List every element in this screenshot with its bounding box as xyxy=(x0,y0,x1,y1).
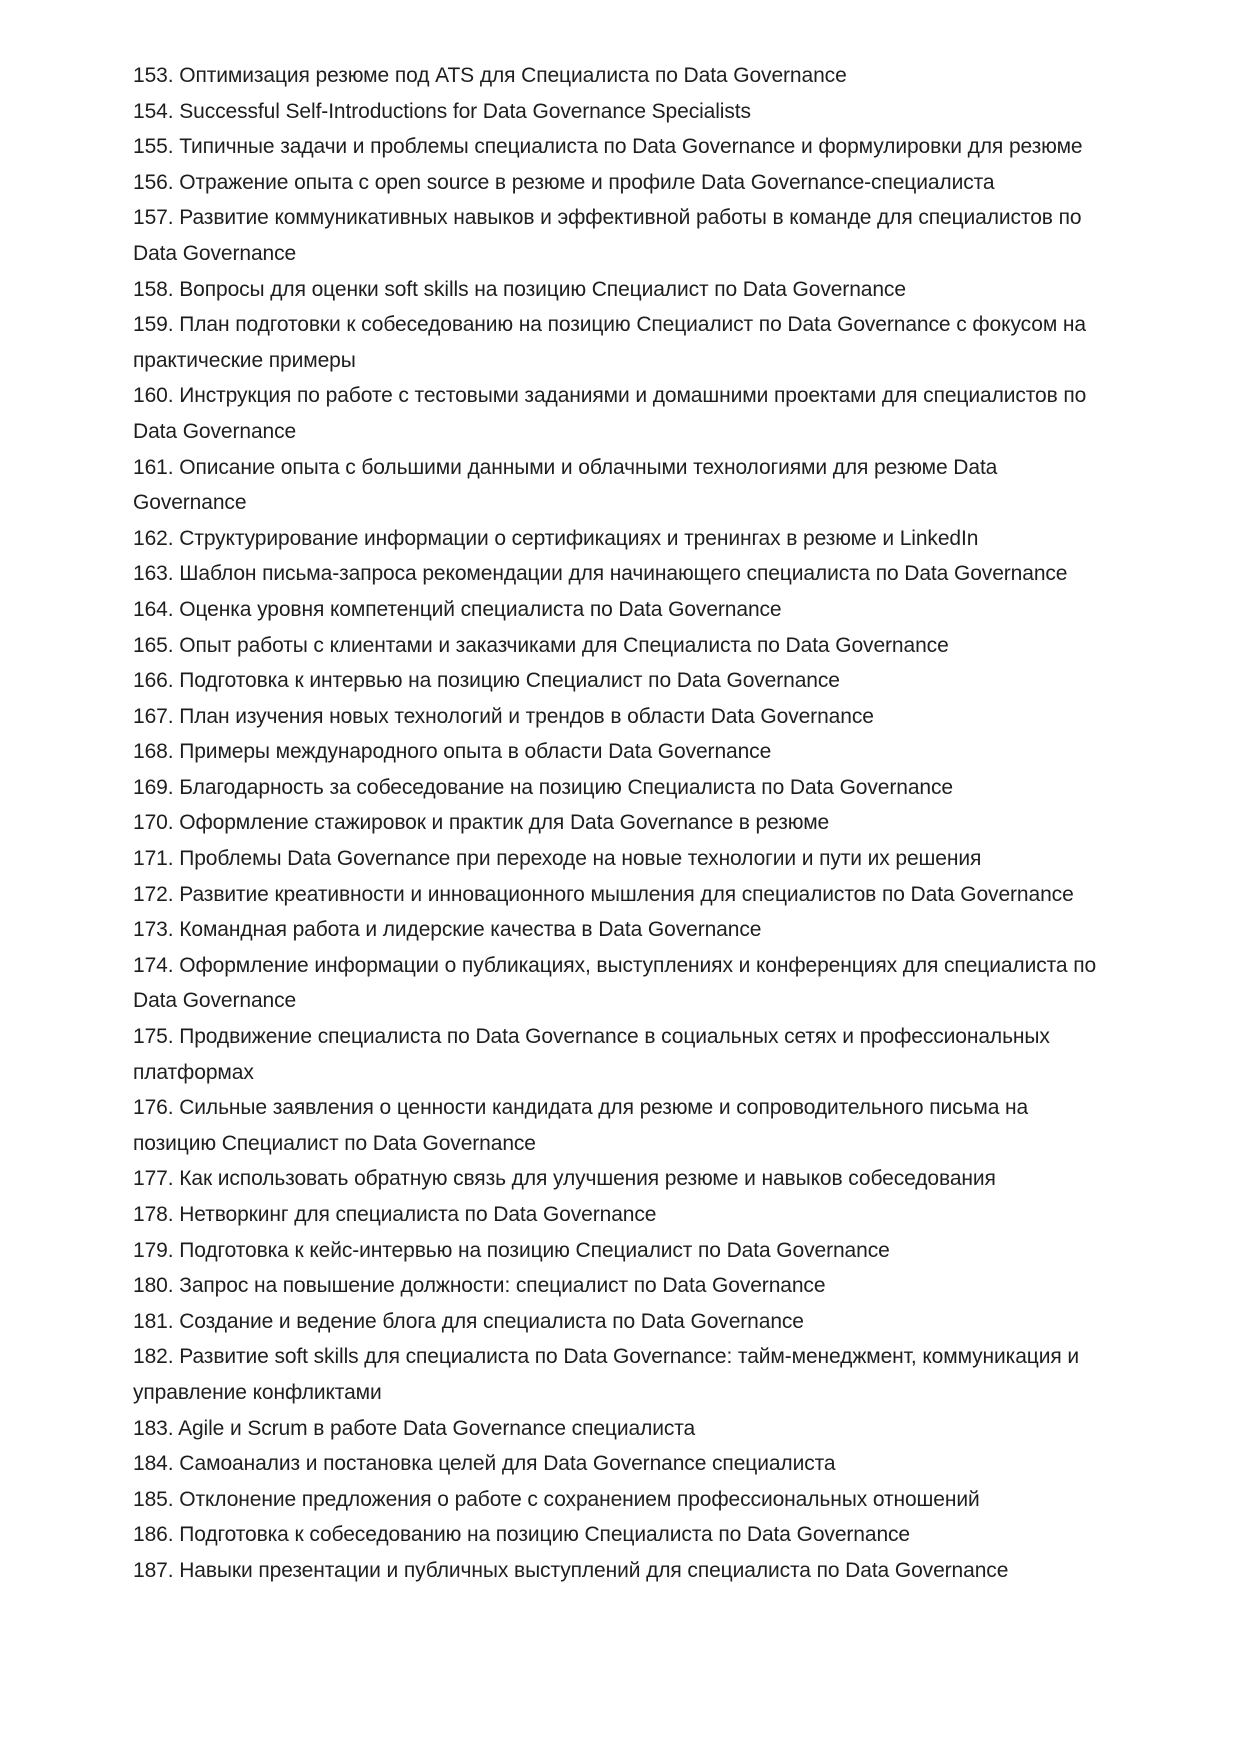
item-number: 165. xyxy=(133,633,174,657)
item-text: Оформление информации о публикациях, выступлениях и конференциях для специалиста по Data Governance xyxy=(133,953,1097,1013)
item-number: 179. xyxy=(133,1238,174,1262)
item-number: 185. xyxy=(133,1487,174,1511)
list-item xyxy=(133,592,1113,628)
item-text: Successful Self-Introductions for Data Governance Specialists xyxy=(179,99,751,123)
list-item xyxy=(133,1019,1113,1090)
item-text: Подготовка к кейс-интервью на позицию Специалист по Data Governance xyxy=(179,1238,890,1262)
list-item xyxy=(133,841,1113,877)
item-number: 162. xyxy=(133,526,174,550)
item-text: Нетворкинг для специалиста по Data Governance xyxy=(179,1203,657,1226)
list-item xyxy=(133,1090,1113,1161)
item-text: Сильные заявления о ценности кандидата для резюме и сопроводительного письма на позицию Специалист по Data Governance xyxy=(133,1096,1029,1155)
item-text: Структурирование информации о сертификациях и тренингах в резюме и LinkedIn xyxy=(179,526,979,550)
list-item xyxy=(133,912,1113,948)
list-item xyxy=(133,1446,1113,1482)
item-text: Проблемы Data Governance при переходе на новые технологии и пути их решения xyxy=(179,847,982,871)
item-number: 172. xyxy=(133,882,174,906)
list-item xyxy=(133,699,1113,735)
item-number: 167. xyxy=(133,704,174,728)
item-text: Благодарность за собеседование на позицию Специалиста по Data Governance xyxy=(179,775,953,799)
item-number: 168. xyxy=(133,740,174,764)
item-text: План изучения новых технологий и трендов в области Data Governance xyxy=(179,704,874,728)
list-item xyxy=(133,1197,1113,1233)
item-number: 170. xyxy=(133,811,174,835)
item-number: 186. xyxy=(133,1523,174,1547)
list-item xyxy=(133,877,1113,913)
list-item xyxy=(133,200,1113,271)
numbered-topic-list xyxy=(133,58,1113,1589)
item-text: Запрос на повышение должности: специалист по Data Governance xyxy=(179,1274,826,1298)
list-item xyxy=(133,165,1113,201)
list-item xyxy=(133,1304,1113,1340)
item-text: Типичные задачи и проблемы специалиста по Data Governance и формулировки для резюме xyxy=(179,135,1083,159)
item-text: Опыт работы с клиентами и заказчиками для Специалиста по Data Governance xyxy=(179,633,949,657)
list-item xyxy=(133,948,1113,1019)
item-text: Оценка уровня компетенций специалиста по Data Governance xyxy=(179,597,782,621)
item-number: 181. xyxy=(133,1309,174,1333)
item-text: Навыки презентации и публичных выступлений для специалиста по Data Governance xyxy=(179,1558,1009,1582)
list-item xyxy=(133,1233,1113,1269)
item-number: 158. xyxy=(133,277,174,301)
item-number: 175. xyxy=(133,1025,174,1049)
item-text: Как использовать обратную связь для улучшения резюме и навыков собеседования xyxy=(179,1167,996,1191)
item-text: Подготовка к собеседованию на позицию Специалиста по Data Governance xyxy=(179,1523,911,1547)
list-item xyxy=(133,272,1113,308)
item-text: Agile и Scrum в работе Data Governance специалиста xyxy=(178,1416,696,1440)
item-text: Инструкция по работе с тестовыми заданиями и домашними проектами для специалистов по Data Governance xyxy=(133,384,1087,443)
item-text: Отклонение предложения о работе с сохранением профессиональных отношений xyxy=(179,1487,980,1511)
list-item xyxy=(133,1339,1113,1410)
list-item xyxy=(133,556,1113,592)
list-item xyxy=(133,94,1113,130)
item-number: 164. xyxy=(133,597,174,621)
list-item xyxy=(133,1161,1113,1197)
item-number: 176. xyxy=(133,1096,174,1120)
item-number: 154. xyxy=(133,99,174,123)
list-item xyxy=(133,1482,1113,1518)
item-number: 173. xyxy=(133,918,174,942)
list-item xyxy=(133,450,1113,521)
item-text: Описание опыта с большими данными и облачными технологиями для резюме Data Governance xyxy=(133,455,998,515)
item-number: 182. xyxy=(133,1345,174,1369)
item-text: Развитие креативности и инновационного мышления для специалистов по Data Governance xyxy=(179,882,1074,906)
list-item xyxy=(133,1517,1113,1553)
item-text: Самоанализ и постановка целей для Data Governance специалиста xyxy=(179,1452,836,1476)
item-number: 184. xyxy=(133,1452,174,1476)
list-item xyxy=(133,307,1113,378)
item-number: 169. xyxy=(133,775,174,799)
item-text: Вопросы для оценки soft skills на позицию Специалист по Data Governance xyxy=(179,277,906,301)
item-text: Создание и ведение блога для специалиста по Data Governance xyxy=(179,1309,804,1333)
list-item xyxy=(133,1553,1113,1589)
list-item xyxy=(133,129,1113,165)
document-page xyxy=(133,58,1113,1589)
list-item xyxy=(133,1268,1113,1304)
list-item xyxy=(133,1411,1113,1447)
item-number: 161. xyxy=(133,455,174,479)
item-number: 171. xyxy=(133,847,174,871)
item-number: 187. xyxy=(133,1558,174,1582)
item-text: Подготовка к интервью на позицию Специалист по Data Governance xyxy=(179,669,840,693)
list-item xyxy=(133,58,1113,94)
item-number: 174. xyxy=(133,953,174,977)
item-text: Оптимизация резюме под ATS для Специалиста по Data Governance xyxy=(179,64,847,87)
item-text: Командная работа и лидерские качества в Data Governance xyxy=(179,918,762,942)
list-item xyxy=(133,378,1113,449)
item-text: Развитие коммуникативных навыков и эффективной работы в команде для специалистов по Data Governance xyxy=(133,206,1082,265)
item-text: Шаблон письма-запроса рекомендации для начинающего специалиста по Data Governance xyxy=(179,562,1068,586)
item-text: Развитие soft skills для специалиста по Data Governance: тайм-менеджмент, коммуникация и управление конфликтами xyxy=(133,1345,1080,1404)
list-item xyxy=(133,805,1113,841)
item-text: Отражение опыта с open source в резюме и профиле Data Governance-специалиста xyxy=(179,170,995,194)
item-text: План подготовки к собеседованию на позицию Специалист по Data Governance с фокусом на практические примеры xyxy=(133,313,1086,372)
item-text: Примеры международного опыта в области Data Governance xyxy=(179,740,772,764)
item-number: 153. xyxy=(133,64,174,87)
list-item xyxy=(133,734,1113,770)
item-number: 166. xyxy=(133,669,174,693)
list-item xyxy=(133,770,1113,806)
list-item xyxy=(133,521,1113,557)
list-item xyxy=(133,663,1113,699)
item-text: Оформление стажировок и практик для Data Governance в резюме xyxy=(179,811,830,835)
list-item xyxy=(133,628,1113,664)
item-number: 180. xyxy=(133,1274,174,1298)
item-number: 183. xyxy=(133,1416,174,1440)
item-text: Продвижение специалиста по Data Governance в социальных сетях и профессиональных платформах xyxy=(133,1025,1050,1084)
item-number: 155. xyxy=(133,135,174,159)
item-number: 157. xyxy=(133,206,174,230)
item-number: 163. xyxy=(133,562,174,586)
item-number: 160. xyxy=(133,384,174,408)
item-number: 177. xyxy=(133,1167,174,1191)
item-number: 178. xyxy=(133,1203,174,1226)
item-number: 156. xyxy=(133,170,174,194)
item-number: 159. xyxy=(133,313,174,337)
